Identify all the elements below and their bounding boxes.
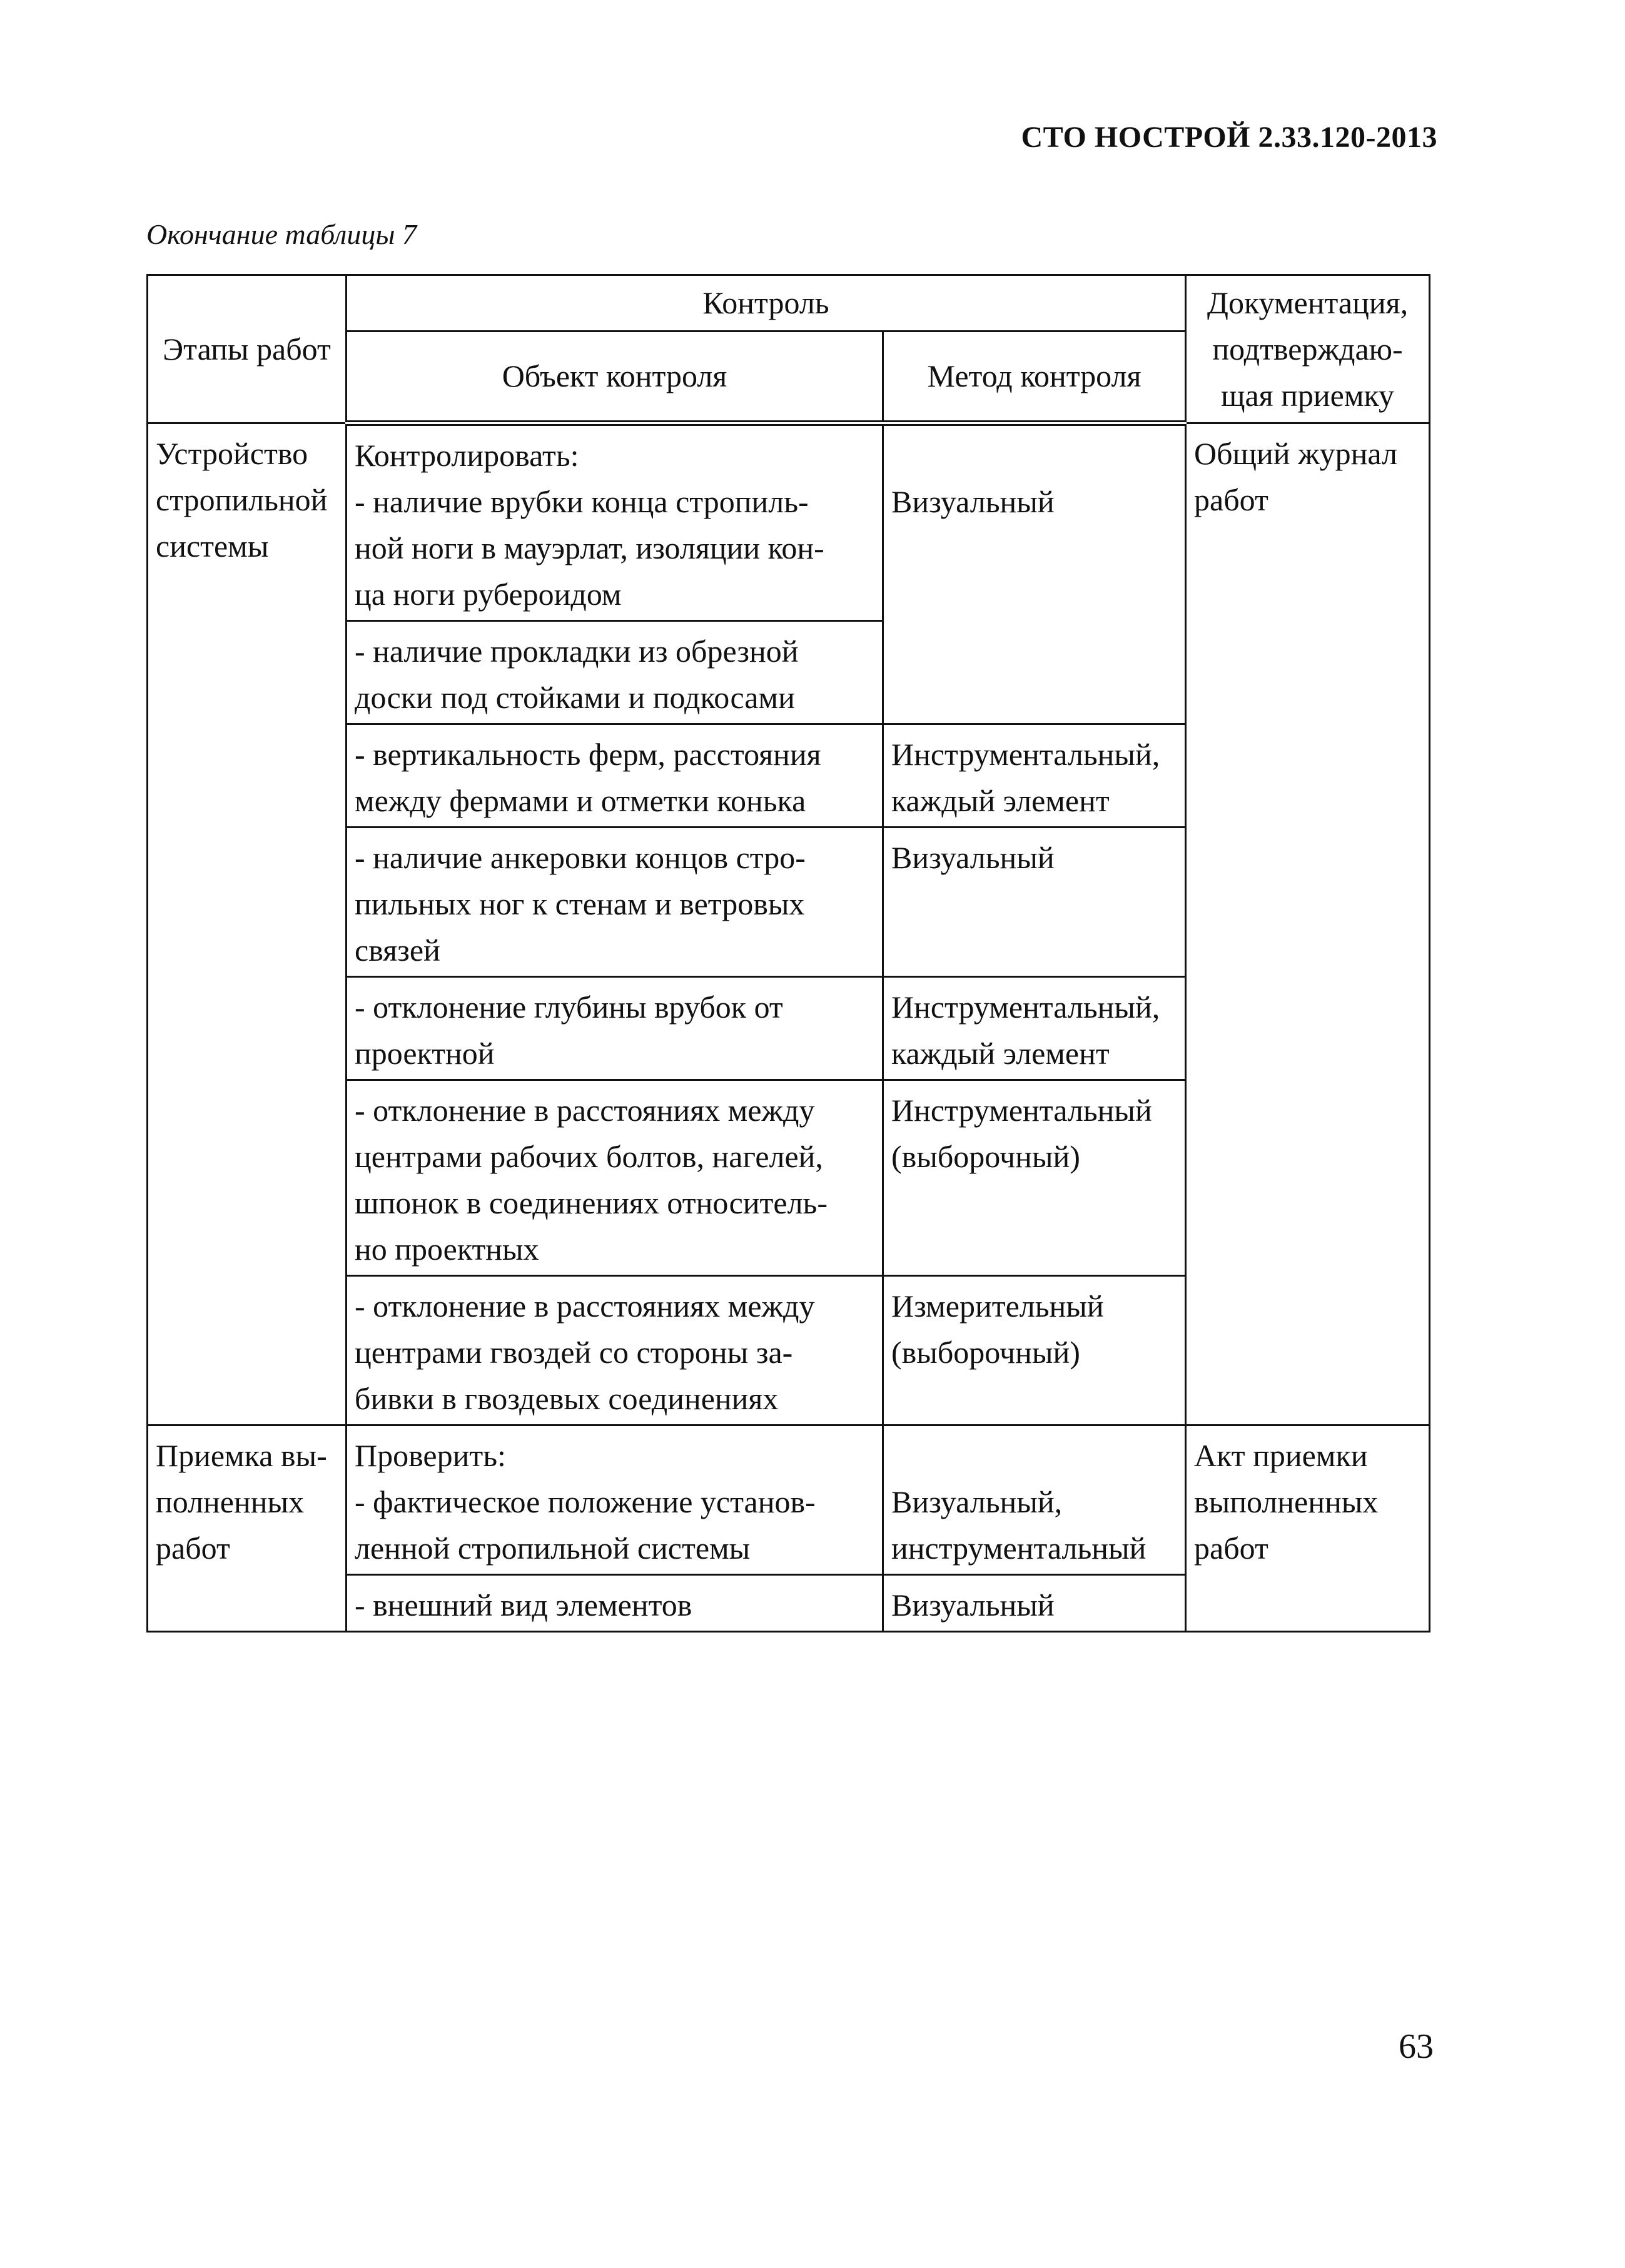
object-line: - вертикальность ферм, расстояния	[355, 737, 821, 772]
method-line: инструментальный	[891, 1531, 1147, 1566]
method-cell	[883, 1575, 1186, 1632]
object-line: центрами гвоздей со стороны за-	[355, 1335, 793, 1370]
header-control: Контроль	[347, 275, 1186, 332]
documentation-cell	[1186, 423, 1430, 1425]
object-line: ленной стропильной системы	[355, 1531, 751, 1566]
object-line: ной ноги в мауэрлат, изоляции кон-	[355, 530, 824, 565]
object-line: центрами рабочих болтов, нагелей,	[355, 1139, 823, 1174]
stage-line: Устройство	[156, 436, 308, 471]
object-line: - отклонение в расстояниях между	[355, 1093, 815, 1128]
method-line: (выборочный)	[891, 1139, 1080, 1174]
method-line: Визуальный	[891, 484, 1055, 519]
object-line: бивки в гвоздевых соединениях	[355, 1381, 779, 1416]
stage-cell	[148, 423, 347, 1425]
stage-line: работ	[156, 1531, 230, 1566]
method-cell	[883, 1080, 1186, 1276]
object-cell	[347, 1080, 883, 1276]
object-line: - наличие врубки конца стропиль-	[355, 484, 809, 519]
method-cell	[883, 828, 1186, 977]
method-cell	[883, 1425, 1186, 1575]
object-cell	[347, 828, 883, 977]
object-cell	[347, 1276, 883, 1425]
documentation-line: работ	[1194, 482, 1268, 517]
header-stages: Этапы работ	[148, 275, 347, 423]
object-line: проектной	[355, 1036, 495, 1071]
method-line: каждый элемент	[891, 783, 1110, 818]
header-documentation-line: Документация,	[1207, 285, 1409, 320]
header-object: Объект контроля	[347, 331, 883, 423]
object-line: - внешний вид элементов	[355, 1587, 692, 1623]
object-cell	[347, 621, 883, 724]
object-line: но проектных	[355, 1232, 539, 1267]
object-cell	[347, 1425, 883, 1575]
object-intro: Контролировать:	[355, 438, 579, 473]
object-line: шпонок в соединениях относитель-	[355, 1185, 828, 1220]
object-line: связей	[355, 933, 440, 968]
object-line: - фактическое положение установ-	[355, 1484, 816, 1519]
object-line: пильных ног к стенам и ветровых	[355, 886, 805, 921]
documentation-line: Общий журнал	[1194, 436, 1397, 471]
object-intro: Проверить:	[355, 1438, 506, 1473]
method-cell	[883, 1276, 1186, 1425]
object-line: - отклонение глубины врубок от	[355, 990, 783, 1025]
method-cell	[883, 977, 1186, 1080]
method-line: Инструментальный	[891, 1093, 1152, 1128]
object-line: ца ноги рубероидом	[355, 577, 622, 612]
object-line: - наличие прокладки из обрезной	[355, 634, 799, 669]
stage-line: системы	[156, 529, 269, 564]
method-line: Визуальный	[891, 1587, 1055, 1623]
documentation-line: Акт приемки	[1194, 1438, 1368, 1473]
control-table	[146, 274, 1430, 1633]
stage-cell	[148, 1425, 347, 1632]
method-cell	[883, 423, 1186, 724]
method-line: Визуальный	[891, 840, 1055, 875]
stage-line: стропильной	[156, 482, 328, 517]
method-line: Измерительный	[891, 1288, 1104, 1324]
method-cell	[883, 724, 1186, 828]
header-method: Метод контроля	[883, 331, 1186, 423]
object-line: - наличие анкеровки концов стро-	[355, 840, 806, 875]
documentation-cell	[1186, 1425, 1430, 1632]
documentation-line: выполненных	[1194, 1484, 1379, 1519]
method-spacer	[891, 432, 1177, 478]
table-row	[148, 423, 1430, 621]
object-cell	[347, 977, 883, 1080]
header-documentation-line: подтверждаю-	[1212, 332, 1403, 367]
object-cell	[347, 423, 883, 621]
table-caption: Окончание таблицы 7	[146, 218, 417, 250]
document-code: СТО НОСТРОЙ 2.33.120-2013	[1021, 121, 1437, 154]
header-documentation-line: щая приемку	[1220, 378, 1395, 413]
table-row	[148, 1425, 1430, 1575]
method-line: Визуальный,	[891, 1484, 1063, 1519]
documentation-line: работ	[1194, 1531, 1268, 1566]
method-line: Инструментальный,	[891, 990, 1160, 1025]
header-row-1	[148, 275, 1430, 332]
method-line	[891, 1432, 1177, 1479]
stage-line: полненных	[156, 1484, 305, 1519]
header-documentation	[1186, 275, 1430, 423]
page-number: 63	[1399, 2027, 1434, 2066]
object-line: доски под стойками и подкосами	[355, 680, 795, 715]
method-line: Инструментальный,	[891, 737, 1160, 772]
object-line: между фермами и отметки конька	[355, 783, 806, 818]
method-line: (выборочный)	[891, 1335, 1080, 1370]
object-cell	[347, 724, 883, 828]
object-cell	[347, 1575, 883, 1632]
object-line: - отклонение в расстояниях между	[355, 1288, 815, 1324]
stage-line: Приемка вы-	[156, 1438, 327, 1473]
method-line: каждый элемент	[891, 1036, 1110, 1071]
